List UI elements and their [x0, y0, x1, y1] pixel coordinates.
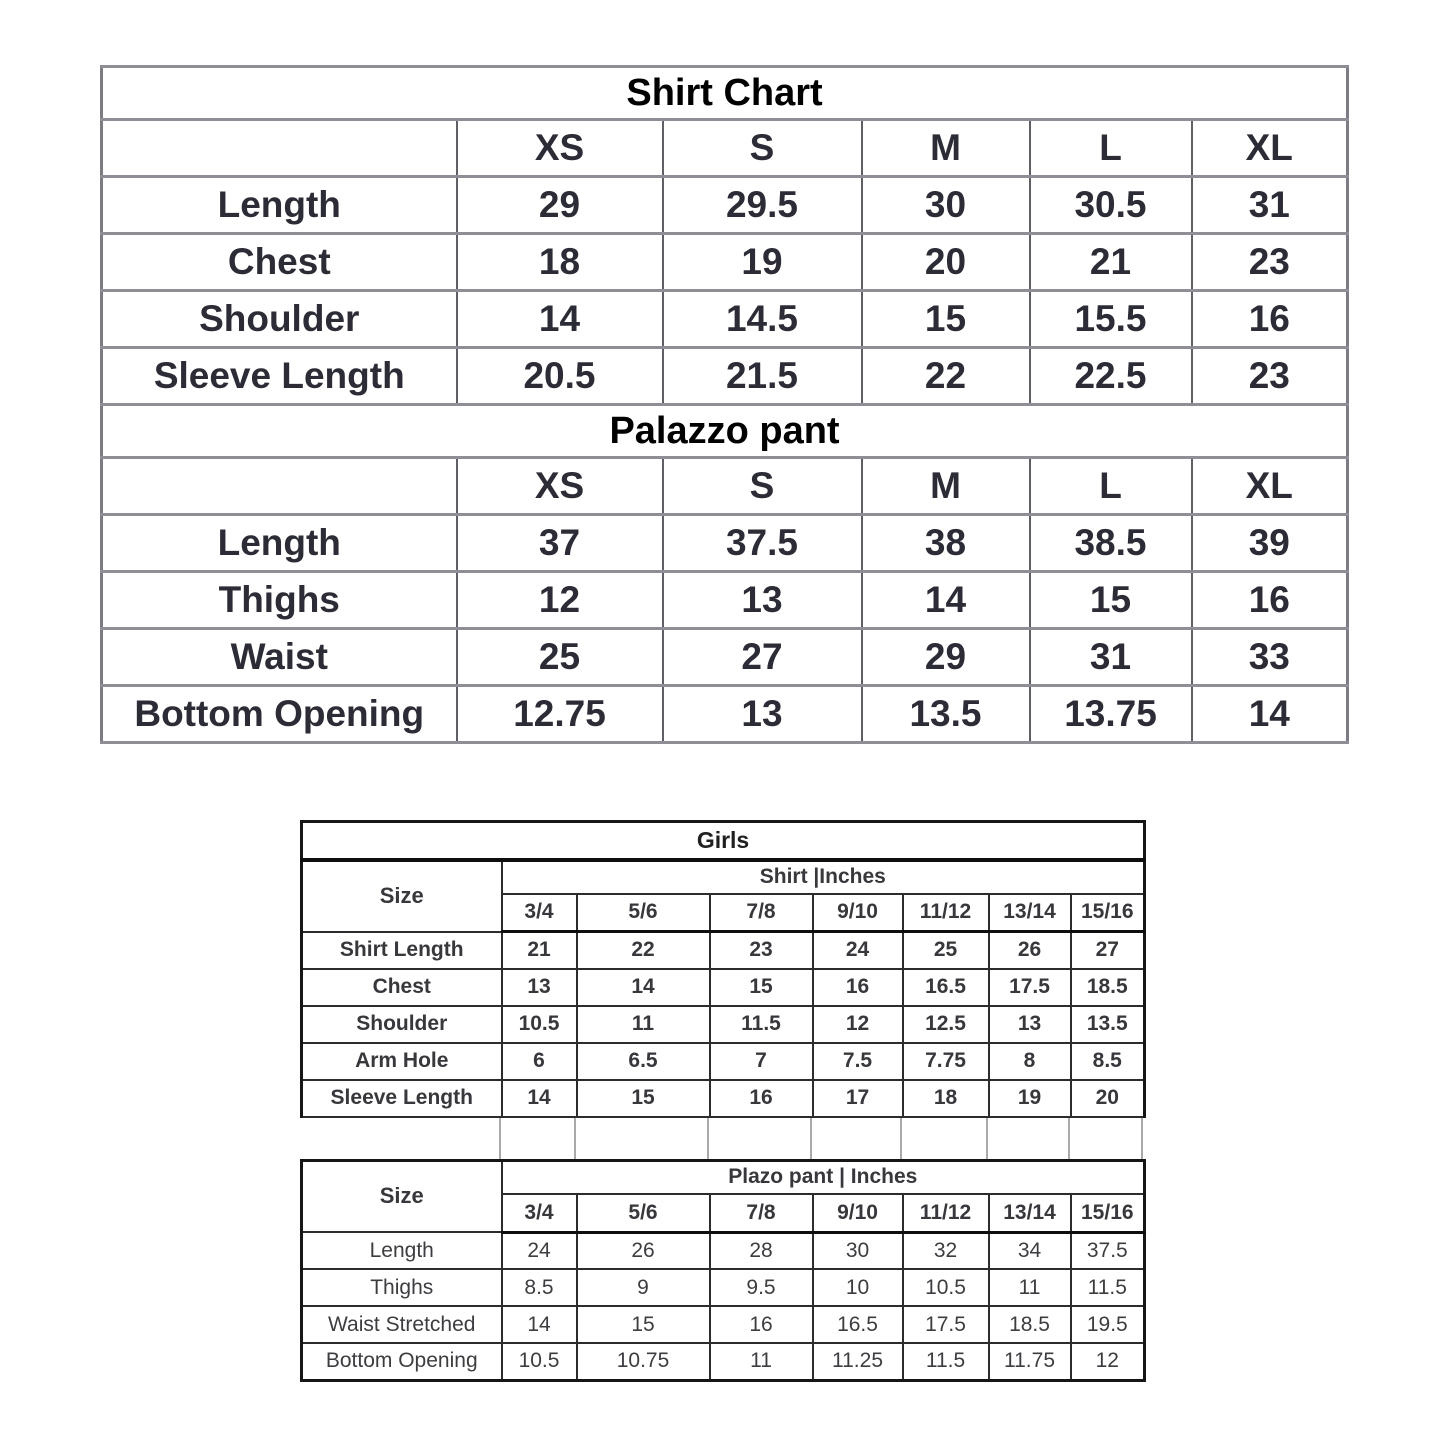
value-cell: 14: [1192, 686, 1348, 743]
size-header: 7/8: [710, 894, 813, 932]
value-cell: 8.5: [502, 1269, 577, 1306]
value-cell: 17.5: [903, 1306, 989, 1343]
corner-cell: [102, 120, 457, 177]
row-label: Chest: [302, 969, 502, 1006]
value-cell: 29: [457, 177, 663, 234]
value-cell: 13.5: [862, 686, 1030, 743]
table-row: [102, 405, 1348, 458]
value-cell: 12.5: [903, 1006, 989, 1043]
size-header: 3/4: [502, 1194, 577, 1232]
value-cell: 31: [1030, 629, 1192, 686]
value-cell: 11.5: [1071, 1269, 1145, 1306]
value-cell: 17.5: [989, 969, 1071, 1006]
value-cell: 37: [457, 515, 663, 572]
shirt-palazzo-table: [100, 65, 1349, 744]
value-cell: 15: [710, 969, 813, 1006]
row-label: Bottom Opening: [102, 686, 457, 743]
table-row: [302, 1269, 1145, 1306]
value-cell: 6.5: [577, 1043, 710, 1080]
value-cell: 25: [457, 629, 663, 686]
row-label: Thighs: [102, 572, 457, 629]
value-cell: 14: [577, 969, 710, 1006]
value-cell: 10.75: [577, 1343, 710, 1380]
value-cell: 15: [862, 291, 1030, 348]
value-cell: 7.75: [903, 1043, 989, 1080]
table-row: [102, 291, 1348, 348]
column-rule: [810, 1118, 812, 1159]
table-row: [302, 969, 1145, 1006]
value-cell: 19: [989, 1080, 1071, 1117]
size-header: L: [1030, 120, 1192, 177]
table-row: [302, 1343, 1145, 1380]
value-cell: 37.5: [1071, 1232, 1145, 1269]
size-header: 9/10: [813, 1194, 903, 1232]
value-cell: 13.5: [1071, 1006, 1145, 1043]
table-row: [302, 1232, 1145, 1269]
value-cell: 10.5: [502, 1006, 577, 1043]
table-row: [302, 1043, 1145, 1080]
row-label: Sleeve Length: [102, 348, 457, 405]
size-header: 3/4: [502, 894, 577, 932]
value-cell: 27: [663, 629, 862, 686]
table-row: [102, 120, 1348, 177]
size-header: XS: [457, 458, 663, 515]
value-cell: 16: [710, 1306, 813, 1343]
column-rule: [499, 1118, 501, 1159]
value-cell: 18.5: [1071, 969, 1145, 1006]
value-cell: 19: [663, 234, 862, 291]
shirt-inches-header: Shirt |Inches: [502, 860, 1145, 894]
value-cell: 22: [577, 932, 710, 969]
value-cell: 22.5: [1030, 348, 1192, 405]
value-cell: 28: [710, 1232, 813, 1269]
table-row: [102, 348, 1348, 405]
value-cell: 12.75: [457, 686, 663, 743]
value-cell: 13: [989, 1006, 1071, 1043]
size-header: L: [1030, 458, 1192, 515]
value-cell: 10: [813, 1269, 903, 1306]
size-header: M: [862, 458, 1030, 515]
row-label: Waist: [102, 629, 457, 686]
value-cell: 16: [710, 1080, 813, 1117]
value-cell: 30: [862, 177, 1030, 234]
value-cell: 12: [457, 572, 663, 629]
size-label-cell: Size: [302, 1160, 502, 1232]
table-row: [302, 822, 1145, 860]
value-cell: 21: [1030, 234, 1192, 291]
size-header: 5/6: [577, 1194, 710, 1232]
value-cell: 17: [813, 1080, 903, 1117]
value-cell: 10.5: [903, 1269, 989, 1306]
corner-cell: [102, 458, 457, 515]
girls-shirt-table: [300, 820, 1146, 1118]
value-cell: 23: [1192, 234, 1348, 291]
size-header: 9/10: [813, 894, 903, 932]
table-row: [102, 686, 1348, 743]
value-cell: 11.5: [710, 1006, 813, 1043]
value-cell: 31: [1192, 177, 1348, 234]
row-label: Length: [302, 1232, 502, 1269]
girls-plazo-table: [300, 1159, 1146, 1382]
value-cell: 16: [1192, 572, 1348, 629]
value-cell: 14: [457, 291, 663, 348]
value-cell: 11: [989, 1269, 1071, 1306]
girls-size-chart: [300, 820, 1143, 1382]
size-header: XL: [1192, 458, 1348, 515]
value-cell: 37.5: [663, 515, 862, 572]
value-cell: 15: [577, 1306, 710, 1343]
value-cell: 10.5: [502, 1343, 577, 1380]
value-cell: 13: [663, 572, 862, 629]
value-cell: 6: [502, 1043, 577, 1080]
table-row: [102, 572, 1348, 629]
table-row: [102, 515, 1348, 572]
size-header: 11/12: [903, 1194, 989, 1232]
value-cell: 38: [862, 515, 1030, 572]
value-cell: 14: [862, 572, 1030, 629]
value-cell: 39: [1192, 515, 1348, 572]
value-cell: 23: [1192, 348, 1348, 405]
value-cell: 15: [1030, 572, 1192, 629]
value-cell: 7: [710, 1043, 813, 1080]
row-label: Waist Stretched: [302, 1306, 502, 1343]
plazo-inches-header: Plazo pant | Inches: [502, 1160, 1145, 1194]
value-cell: 26: [989, 932, 1071, 969]
value-cell: 12: [813, 1006, 903, 1043]
size-header: 7/8: [710, 1194, 813, 1232]
value-cell: 13.75: [1030, 686, 1192, 743]
value-cell: 15: [577, 1080, 710, 1117]
size-header: 15/16: [1071, 894, 1145, 932]
value-cell: 14.5: [663, 291, 862, 348]
table-row: [102, 458, 1348, 515]
row-label: Shoulder: [302, 1006, 502, 1043]
column-rule: [1141, 1118, 1143, 1159]
value-cell: 13: [663, 686, 862, 743]
value-cell: 26: [577, 1232, 710, 1269]
table-row: [102, 177, 1348, 234]
value-cell: 13: [502, 969, 577, 1006]
row-label: Thighs: [302, 1269, 502, 1306]
value-cell: 29.5: [663, 177, 862, 234]
value-cell: 15.5: [1030, 291, 1192, 348]
column-rule: [574, 1118, 576, 1159]
value-cell: 23: [710, 932, 813, 969]
size-header: 15/16: [1071, 1194, 1145, 1232]
girls-title: Girls: [302, 822, 1145, 860]
value-cell: 38.5: [1030, 515, 1192, 572]
size-header: 13/14: [989, 894, 1071, 932]
value-cell: 33: [1192, 629, 1348, 686]
value-cell: 24: [813, 932, 903, 969]
table-row: [102, 629, 1348, 686]
value-cell: 11.5: [903, 1343, 989, 1380]
value-cell: 30: [813, 1232, 903, 1269]
value-cell: 22: [862, 348, 1030, 405]
row-label: Shoulder: [102, 291, 457, 348]
value-cell: 18: [903, 1080, 989, 1117]
value-cell: 8: [989, 1043, 1071, 1080]
table-row: [302, 1006, 1145, 1043]
value-cell: 11.25: [813, 1343, 903, 1380]
table-row: [302, 860, 1145, 894]
table-row: [302, 1306, 1145, 1343]
adult-size-chart: [100, 65, 1349, 744]
value-cell: 16.5: [813, 1306, 903, 1343]
value-cell: 20: [1071, 1080, 1145, 1117]
table-row: [102, 67, 1348, 120]
value-cell: 25: [903, 932, 989, 969]
size-header: 11/12: [903, 894, 989, 932]
value-cell: 11: [577, 1006, 710, 1043]
column-rule: [986, 1118, 988, 1159]
value-cell: 9.5: [710, 1269, 813, 1306]
value-cell: 34: [989, 1232, 1071, 1269]
value-cell: 11.75: [989, 1343, 1071, 1380]
table-row: [102, 234, 1348, 291]
column-rule: [1068, 1118, 1070, 1159]
row-label: Length: [102, 515, 457, 572]
row-label: Sleeve Length: [302, 1080, 502, 1117]
value-cell: 16: [813, 969, 903, 1006]
value-cell: 21.5: [663, 348, 862, 405]
value-cell: 18.5: [989, 1306, 1071, 1343]
value-cell: 7.5: [813, 1043, 903, 1080]
row-label: Chest: [102, 234, 457, 291]
value-cell: 32: [903, 1232, 989, 1269]
row-label: Bottom Opening: [302, 1343, 502, 1380]
value-cell: 11: [710, 1343, 813, 1380]
value-cell: 19.5: [1071, 1306, 1145, 1343]
palazzo-pant-title: Palazzo pant: [102, 405, 1348, 458]
row-label: Shirt Length: [302, 932, 502, 969]
size-header: S: [663, 120, 862, 177]
size-header: XL: [1192, 120, 1348, 177]
size-label-cell: Size: [302, 860, 502, 932]
row-label: Length: [102, 177, 457, 234]
value-cell: 16.5: [903, 969, 989, 1006]
value-cell: 24: [502, 1232, 577, 1269]
size-header: 13/14: [989, 1194, 1071, 1232]
table-row: [302, 1160, 1145, 1194]
size-header: XS: [457, 120, 663, 177]
value-cell: 18: [457, 234, 663, 291]
value-cell: 29: [862, 629, 1030, 686]
row-label: Arm Hole: [302, 1043, 502, 1080]
table-row: [302, 932, 1145, 969]
value-cell: 14: [502, 1306, 577, 1343]
column-rule: [707, 1118, 709, 1159]
value-cell: 21: [502, 932, 577, 969]
value-cell: 12: [1071, 1343, 1145, 1380]
value-cell: 20: [862, 234, 1030, 291]
size-header: S: [663, 458, 862, 515]
size-header: M: [862, 120, 1030, 177]
value-cell: 27: [1071, 932, 1145, 969]
value-cell: 8.5: [1071, 1043, 1145, 1080]
shirt-chart-title: Shirt Chart: [102, 67, 1348, 120]
size-header: 5/6: [577, 894, 710, 932]
value-cell: 14: [502, 1080, 577, 1117]
table-row: [302, 1080, 1145, 1117]
value-cell: 16: [1192, 291, 1348, 348]
column-rule: [900, 1118, 902, 1159]
value-cell: 20.5: [457, 348, 663, 405]
table-gap: [300, 1118, 1143, 1159]
value-cell: 9: [577, 1269, 710, 1306]
value-cell: 30.5: [1030, 177, 1192, 234]
